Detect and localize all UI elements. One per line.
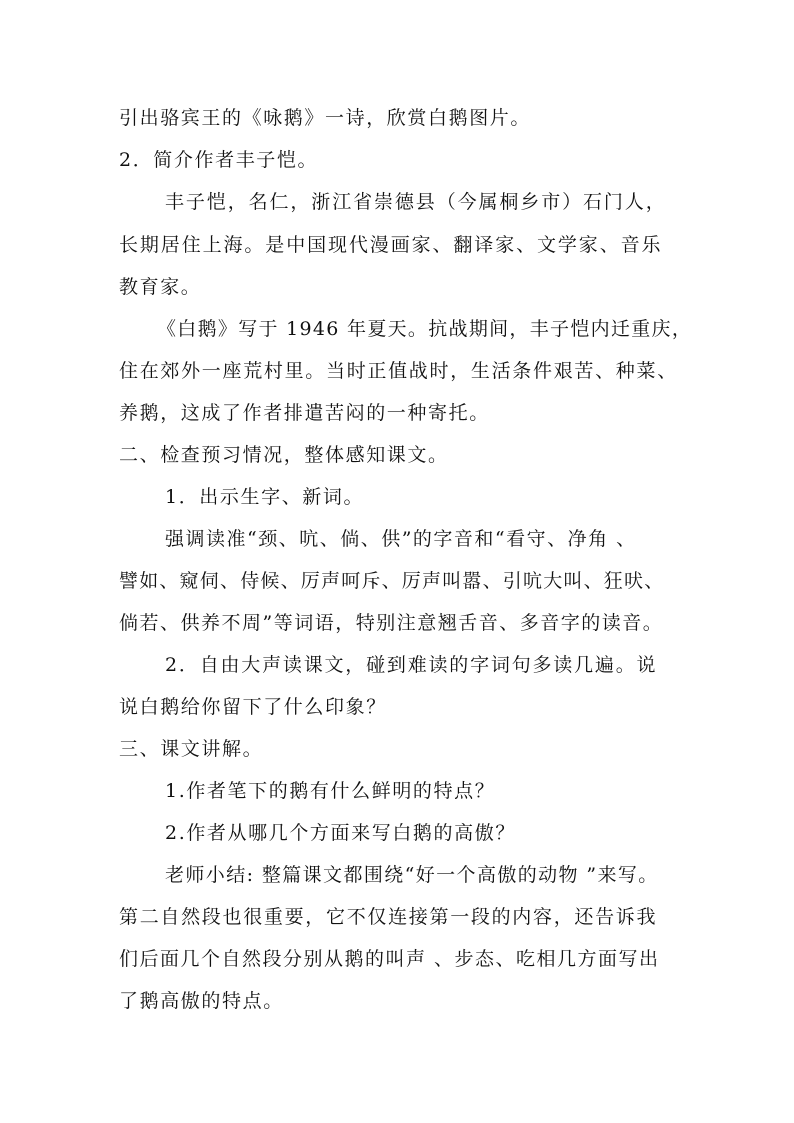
text-line: 丰子恺，名仁，浙江省崇德县（今属桐乡市）石门人， [165,191,667,213]
text-line: 说白鹅给你留下了什么印象？ [119,696,387,718]
text-line: 长期居住上海。是中国现代漫画家、翻译家、文学家、音乐 [119,234,663,256]
text-line: 们后面几个自然段分别从鹅的叫声 、步态、吃相几方面写出 [119,948,660,970]
section-heading: 三、课文讲解。 [119,738,264,760]
list-item-heading: 2．简介作者丰子恺。 [119,149,319,171]
text-line: 强调读准“颈、吭、倘、供”的字音和“看守、净角 、 [165,528,637,550]
text-line: 教育家。 [119,276,202,298]
text-line: 譬如、窥伺、侍候、厉声呵斥、厉声叫嚣、引吭大叫、狂吠、 [119,570,665,592]
text-line: 第二自然段也很重要，它不仅连接第一段的内容，还告诉我 [119,906,658,928]
text-line: 引出骆宾王的《咏鹅》一诗，欣赏白鹅图片。 [119,107,532,129]
text-line: 《白鹅》写于 1946 年夏天。抗战期间，丰子恺内迁重庆， [157,318,693,340]
text-line: 倘若、供养不周”等词语，特别注意翘舌音、多音字的读音。 [119,612,664,634]
text-line: 了鹅高傲的特点。 [119,990,284,1012]
text-line: 养鹅，这成了作者排遣苦闷的一种寄托。 [119,402,490,424]
text-line: 2．自由大声读课文，碰到难读的字词句多读几遍。说 [165,654,658,676]
text-line: 老师小结: 整篇课文都围绕“好一个高傲的动物 ”来写。 [165,864,659,886]
list-item-heading: 1．出示生字、新词。 [165,486,365,508]
list-item-question: 2.作者从哪几个方面来写白鹅的高傲？ [165,822,516,844]
list-item-question: 1.作者笔下的鹅有什么鲜明的特点？ [165,780,496,802]
section-heading: 二、检查预习情况，整体感知课文。 [119,444,449,466]
text-line: 住在郊外一座荒村里。当时正值战时，生活条件艰苦、种菜、 [119,360,678,382]
